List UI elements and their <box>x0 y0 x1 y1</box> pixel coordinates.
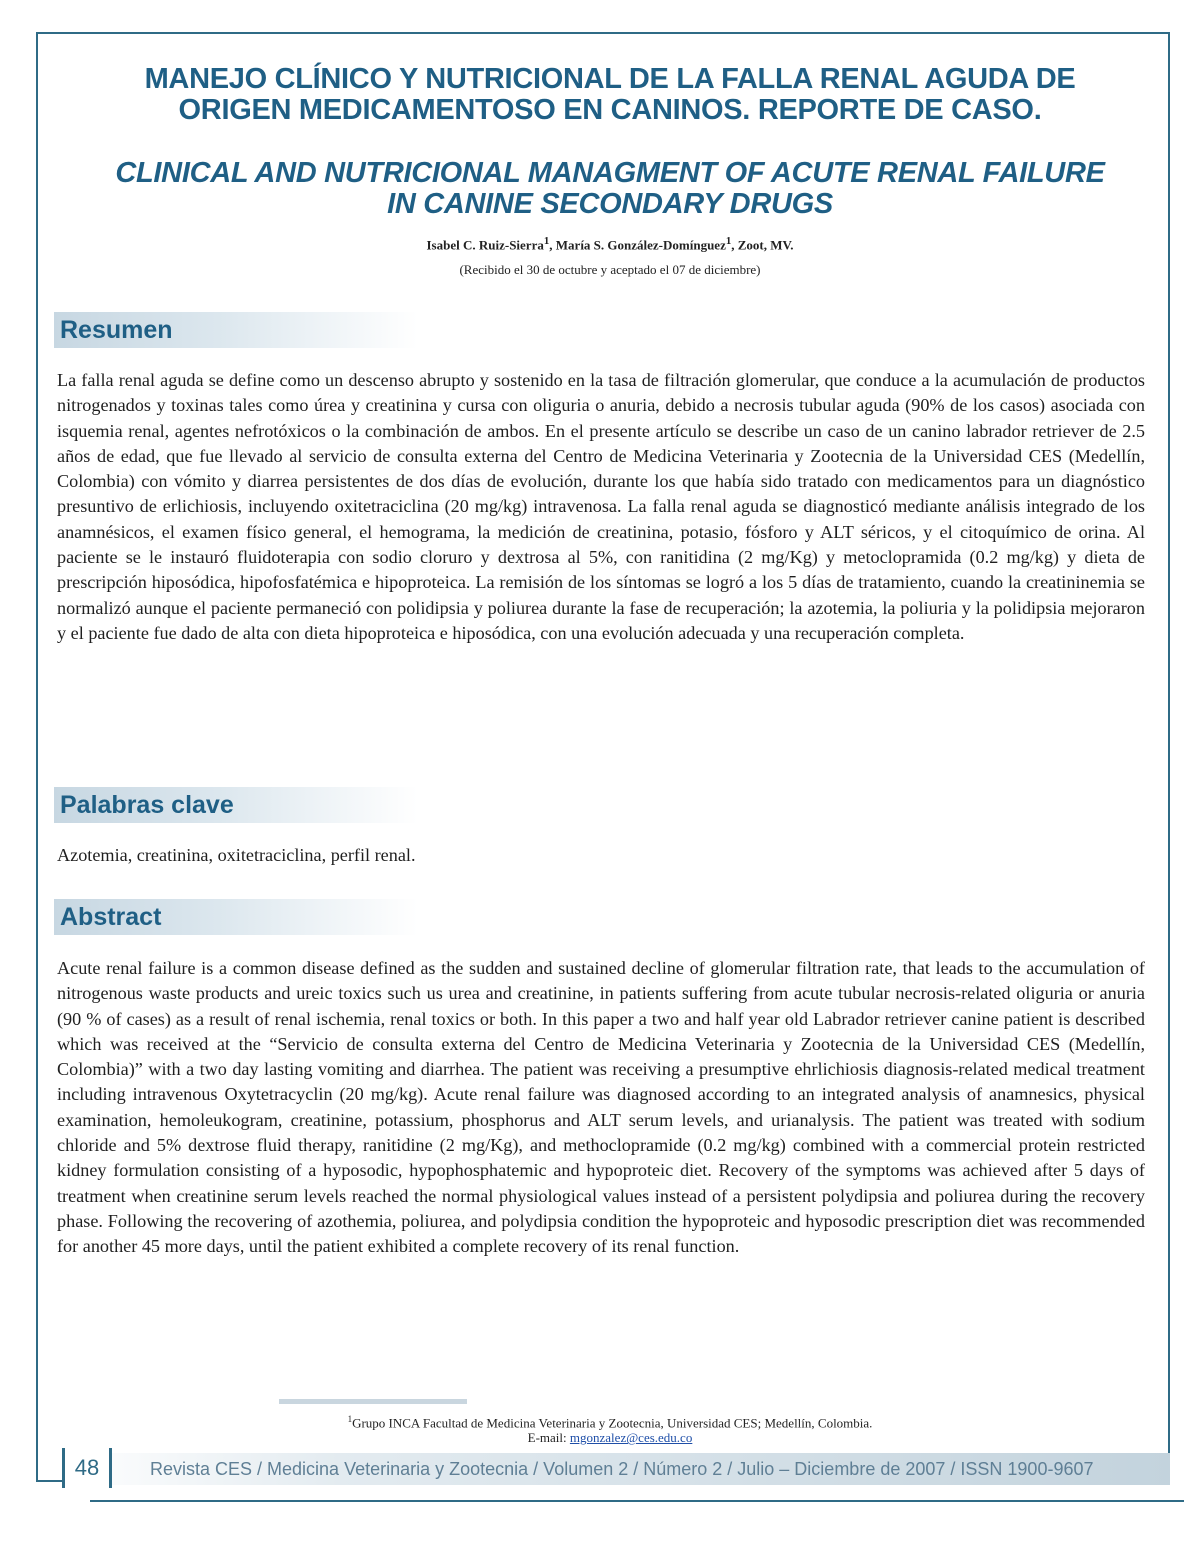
footer-rule <box>90 1500 1184 1502</box>
author-1-affiliation-mark: 1 <box>543 235 550 247</box>
author-separator: , <box>549 237 556 253</box>
spanish-title <box>60 64 1160 126</box>
english-title-line-1: CLINICAL AND NUTRICIONAL MANAGMENT OF ACUTE RENAL FAILURE <box>115 157 1105 189</box>
author-1: Isabel C. Ruiz-Sierra <box>426 237 544 253</box>
footnote-mark: 1 <box>347 1414 353 1424</box>
footnote-email-line <box>160 1430 1060 1445</box>
spanish-title-line-1: MANEJO CLÍNICO Y NUTRICIONAL DE LA FALLA RENAL AGUDA DE <box>144 63 1076 95</box>
received-dates: (Recibido el 30 de octubre y aceptado el 07 de diciembre) <box>459 262 761 277</box>
palabras-clave-text: Azotemia, creatinina, oxitetraciclina, perfil renal. <box>57 845 416 865</box>
resumen-text: La falla renal aguda se define como un descenso abrupto y sostenido en la tasa de filtración glomerular, que conduce a la acumulación de productos nitrogenados y toxinas tales como úrea y creatinina y cursa con oliguria o anuria, debido a necrosis tubular aguda (90% de los casos) asociada con isquemia renal, agentes nefrotóxicos o la combinación de ambos. En el presente artículo se describe un caso de un canino labrador retriever de 2.5 años de edad, que fue llevado al servicio de consulta externa del Centro de Medicina Veterinaria y Zootecnia de la Universidad CES (Medellín, Colombia) con vómito y diarrea persistentes de dos días de evolución, durante los que había sido tratado con medicamentos para un diagnóstico presuntivo de erlichiosis, incluyendo oxitetraciclina (20 mg/kg) intravenosa. La falla renal aguda se diagnosticó mediante análisis integrado de los anamnésicos, el examen físico general, el hemograma, la medición de creatinina, potasio, fósforo y ALT séricos, y el citoquímico de orina. Al paciente se le instauró fluidoterapia con sodio cloruro y dextrosa al 5%, con ranitidina (2 mg/Kg) y metoclopramida (0.2 mg/kg) y dieta de prescripción hiposódica, hipofosfatémica e hipoproteica. La remisión de los síntomas se logró a los 5 días de tratamiento, cuando la creatininemia se normalizó aunque el paciente permaneció con polidipsia y poliurea durante la fase de recuperación; la azotemia, la poliuria y la polidipsia mejoraron y el paciente fue dado de alta con dieta hipoproteica e hiposódica, con una evolución adecuada y una recuperación completa. <box>57 370 1145 643</box>
footnote-affiliation <box>160 1412 1060 1430</box>
author-2-affiliation-mark: 1 <box>725 235 732 247</box>
author-2: María S. González-Domínguez <box>555 237 726 253</box>
footnote <box>160 1412 1060 1445</box>
page-number: 48 <box>62 1448 112 1488</box>
footnote-rule <box>279 1399 467 1404</box>
resumen-heading: Resumen <box>54 312 418 348</box>
email-link[interactable]: mgonzalez@ces.edu.co <box>569 1430 693 1446</box>
english-title <box>60 158 1160 220</box>
spanish-title-line-2: ORIGEN MEDICAMENTOSO EN CANINOS. REPORTE DE CASO. <box>178 94 1042 126</box>
abstract-text: Acute renal failure is a common disease defined as the sudden and sustained decline of glomerular filtration rate, that leads to the accumulation of nitrogenous waste products and ureic toxics such us urea and creatinine, in patients suffering from acute tubular necrosis-related oliguria or anuria (90 % of cases) as a result of renal ischemia, renal toxics or both. In this paper a two and half year old Labrador retriever canine patient is described which was received at the “Servicio de consulta externa del Centro de Medicina Veterinaria y Zootecnia de la Universidad CES (Medellín, Colombia)” with a two day lasting vomiting and diarrhea. The patient was receiving a presumptive ehrlichiosis diagnosis-related medical treatment including intravenous Oxytetracyclin (20 mg/kg). Acute renal failure was diagnosed according to an integrated analysis of anamnesics, physical examination, hemoleukogram, creatinine, potassium, phosphorus and ALT serum levels, and urianalysis. The patient was treated with sodium chloride and 5% dextrose fluid therapy, ranitidine (2 mg/Kg), and methoclopramide (0.2 mg/kg) combined with a commercial protein restricted kidney formulation consisting of a hyposodic, hypophosphatemic and hypoproteic diet. Recovery of the symptoms was achieved after 5 days of treatment when creatinine serum levels reached the normal physiological values instead of a persistent polydipsia and poliurea during the recovery phase. Following the recovering of azothemia, poliurea, and polydipsia condition the hypoproteic and hyposodic prescription diet was recommended for another 45 more days, until the patient exhibited a complete recovery of its renal function. <box>57 958 1145 1257</box>
journal-citation: Revista CES / Medicina Veterinaria y Zootecnia / Volumen 2 / Número 2 / Julio – Diciembre de 2007 / ISSN 1900-9607 <box>150 1459 1094 1479</box>
authors-line <box>60 235 1160 253</box>
palabras-clave-heading: Palabras clave <box>54 787 418 823</box>
author-suffix: , Zoot, MV. <box>731 237 794 253</box>
abstract-heading: Abstract <box>54 899 418 935</box>
footnote-affiliation-text: Grupo INCA Facultad de Medicina Veterinaria y Zootecnia, Universidad CES; Medellín, Colombia. <box>352 1415 873 1431</box>
english-title-line-2: IN CANINE SECONDARY DRUGS <box>387 188 833 220</box>
email-label: E-mail: <box>527 1430 570 1446</box>
